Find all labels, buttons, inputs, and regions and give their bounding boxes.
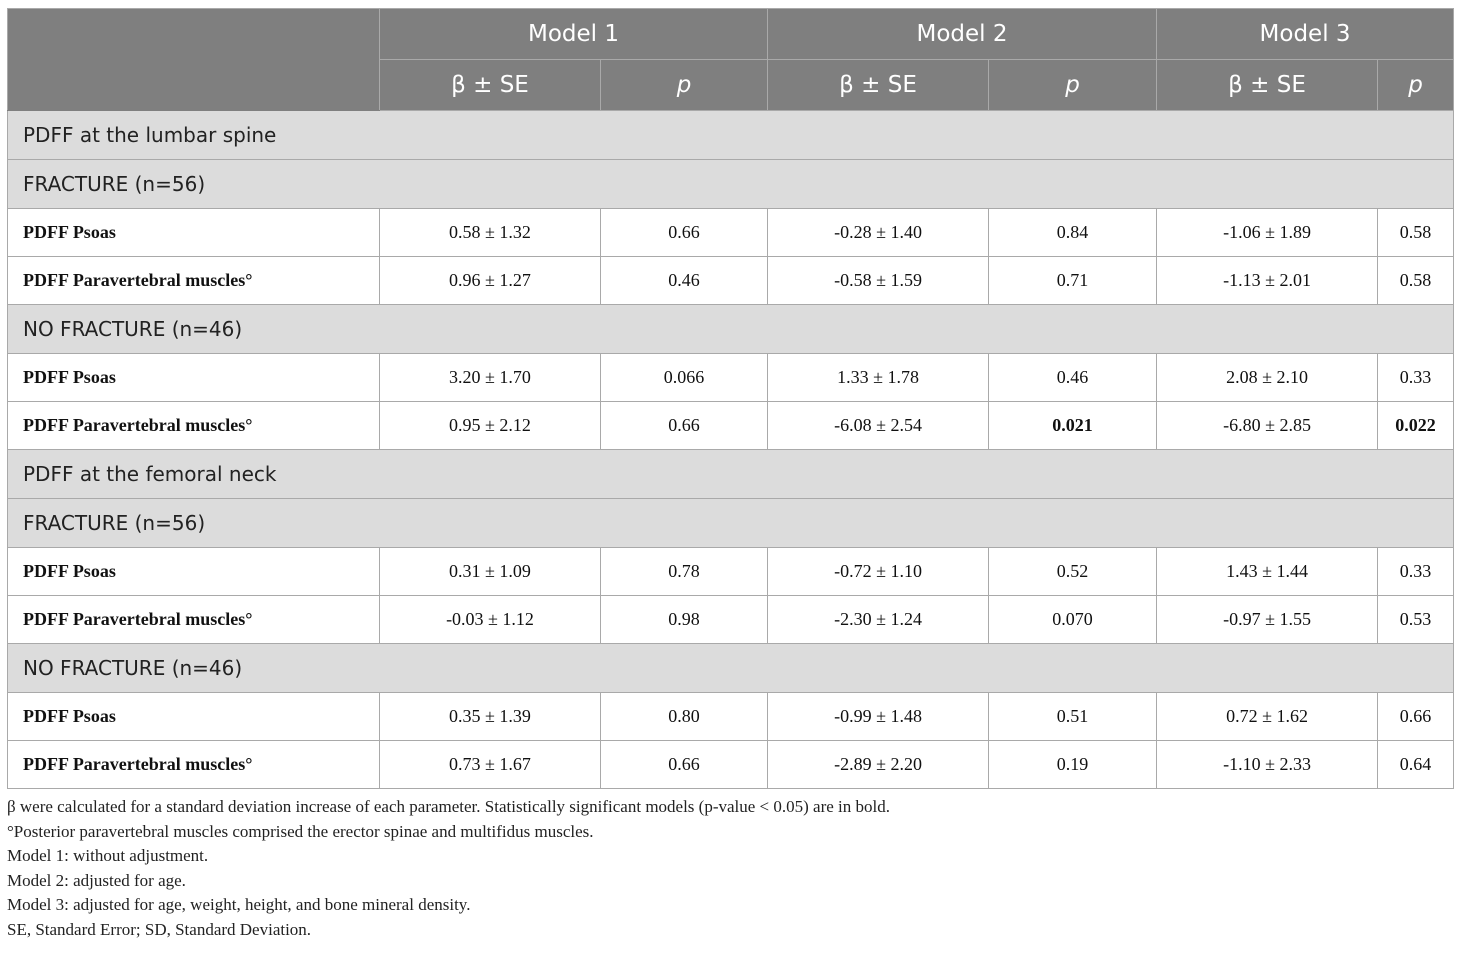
row-label: PDFF Psoas: [8, 548, 380, 596]
p-value-cell: 0.33: [1378, 354, 1454, 402]
row-label: PDFF Psoas: [8, 693, 380, 741]
p-value-cell: 0.51: [989, 693, 1157, 741]
beta-se-header: β ± SE: [768, 60, 989, 111]
p-value-cell: 0.021: [989, 402, 1157, 450]
footnote-line: °Posterior paravertebral muscles comprised the erector spinae and multifidus muscles.: [7, 821, 594, 841]
site-section-row: [8, 450, 1454, 499]
beta-se-cell: 0.95 ± 2.12: [380, 402, 601, 450]
table-row: [8, 596, 1454, 644]
p-value-cell: 0.66: [601, 402, 768, 450]
p-value-cell: 0.58: [1378, 257, 1454, 305]
beta-se-cell: -0.72 ± 1.10: [768, 548, 989, 596]
table-row: [8, 693, 1454, 741]
beta-se-cell: 0.72 ± 1.62: [1157, 693, 1378, 741]
beta-se-cell: -0.58 ± 1.59: [768, 257, 989, 305]
p-value-cell: 0.46: [601, 257, 768, 305]
footnote-line: β were calculated for a standard deviation increase of each parameter. Statistically significant models (p-value < 0.05) are in bold.: [7, 797, 891, 816]
row-label: PDFF Psoas: [8, 354, 380, 402]
model-2-header: Model 2: [768, 9, 1157, 60]
table-row: [8, 741, 1454, 789]
p-value-cell: 0.58: [1378, 209, 1454, 257]
beta-se-cell: -0.03 ± 1.12: [380, 596, 601, 644]
subgroup-row: [8, 644, 1454, 693]
beta-se-cell: -2.30 ± 1.24: [768, 596, 989, 644]
beta-se-cell: -0.28 ± 1.40: [768, 209, 989, 257]
model-3-header: Model 3: [1157, 9, 1454, 60]
p-value-cell: 0.64: [1378, 741, 1454, 789]
beta-se-cell: -1.13 ± 2.01: [1157, 257, 1378, 305]
table-body: [8, 111, 1454, 789]
beta-se-cell: -6.80 ± 2.85: [1157, 402, 1378, 450]
p-value-cell: 0.066: [601, 354, 768, 402]
beta-se-cell: 0.96 ± 1.27: [380, 257, 601, 305]
beta-se-cell: 1.33 ± 1.78: [768, 354, 989, 402]
row-label: PDFF Paravertebral muscles°: [8, 741, 380, 789]
table-footnotes: [7, 795, 1453, 943]
p-value-cell: 0.80: [601, 693, 768, 741]
beta-se-cell: -1.10 ± 2.33: [1157, 741, 1378, 789]
p-value-cell: 0.98: [601, 596, 768, 644]
p-value-cell: 0.78: [601, 548, 768, 596]
beta-se-cell: 0.73 ± 1.67: [380, 741, 601, 789]
beta-se-cell: 3.20 ± 1.70: [380, 354, 601, 402]
p-value-cell: 0.33: [1378, 548, 1454, 596]
subgroup-label: FRACTURE (n=56): [8, 499, 1454, 548]
row-label: PDFF Psoas: [8, 209, 380, 257]
p-value-header: p: [1378, 60, 1454, 111]
p-value-cell: 0.66: [601, 209, 768, 257]
table-row: [8, 257, 1454, 305]
table-row: [8, 402, 1454, 450]
p-value-header: p: [601, 60, 768, 111]
beta-se-cell: 0.31 ± 1.09: [380, 548, 601, 596]
table-row: [8, 548, 1454, 596]
beta-se-cell: 0.35 ± 1.39: [380, 693, 601, 741]
header-row-models: [8, 9, 1454, 60]
p-value-header: p: [989, 60, 1157, 111]
subgroup-label: NO FRACTURE (n=46): [8, 305, 1454, 354]
beta-se-cell: -0.97 ± 1.55: [1157, 596, 1378, 644]
subgroup-row: [8, 305, 1454, 354]
site-section-label: PDFF at the lumbar spine: [8, 111, 1454, 160]
p-value-cell: 0.022: [1378, 402, 1454, 450]
beta-se-cell: 2.08 ± 2.10: [1157, 354, 1378, 402]
beta-se-cell: -6.08 ± 2.54: [768, 402, 989, 450]
row-label: PDFF Paravertebral muscles°: [8, 402, 380, 450]
footnote-line: Model 2: adjusted for age.: [7, 870, 186, 890]
subgroup-row: [8, 160, 1454, 209]
table-row: [8, 209, 1454, 257]
beta-se-cell: -2.89 ± 2.20: [768, 741, 989, 789]
p-value-cell: 0.66: [601, 741, 768, 789]
header-corner: [8, 9, 380, 111]
footnote-line: SE, Standard Error; SD, Standard Deviation.: [7, 919, 312, 939]
p-value-cell: 0.19: [989, 741, 1157, 789]
row-label: PDFF Paravertebral muscles°: [8, 257, 380, 305]
p-value-cell: 0.52: [989, 548, 1157, 596]
site-section-row: [8, 111, 1454, 160]
beta-se-header: β ± SE: [1157, 60, 1378, 111]
model-1-header: Model 1: [380, 9, 768, 60]
beta-se-cell: 1.43 ± 1.44: [1157, 548, 1378, 596]
results-table: [7, 8, 1454, 789]
p-value-cell: 0.070: [989, 596, 1157, 644]
footnote-line: Model 3: adjusted for age, weight, height, and bone mineral density.: [7, 895, 471, 915]
beta-se-cell: -1.06 ± 1.89: [1157, 209, 1378, 257]
footnote-line: Model 1: without adjustment.: [7, 846, 209, 866]
p-value-cell: 0.53: [1378, 596, 1454, 644]
p-value-cell: 0.71: [989, 257, 1157, 305]
p-value-cell: 0.46: [989, 354, 1157, 402]
subgroup-row: [8, 499, 1454, 548]
results-table-container: [7, 8, 1453, 943]
p-value-cell: 0.84: [989, 209, 1157, 257]
table-row: [8, 354, 1454, 402]
site-section-label: PDFF at the femoral neck: [8, 450, 1454, 499]
beta-se-cell: -0.99 ± 1.48: [768, 693, 989, 741]
row-label: PDFF Paravertebral muscles°: [8, 596, 380, 644]
subgroup-label: NO FRACTURE (n=46): [8, 644, 1454, 693]
subgroup-label: FRACTURE (n=56): [8, 160, 1454, 209]
beta-se-header: β ± SE: [380, 60, 601, 111]
beta-se-cell: 0.58 ± 1.32: [380, 209, 601, 257]
p-value-cell: 0.66: [1378, 693, 1454, 741]
